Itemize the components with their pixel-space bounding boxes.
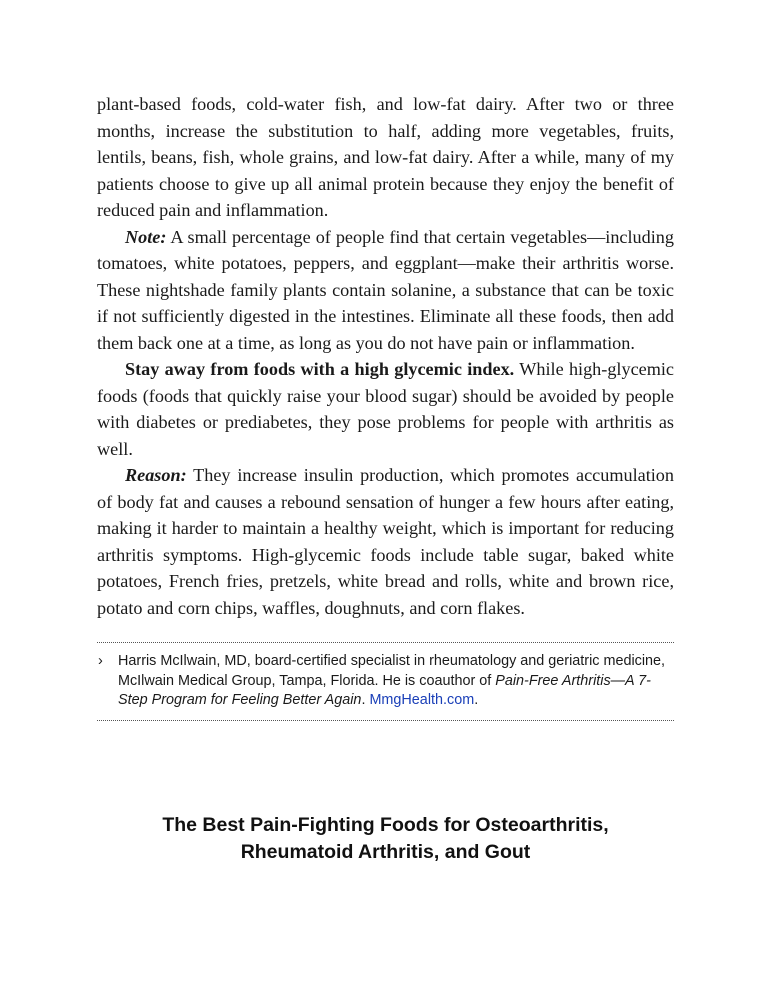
next-section-title-line2: Rheumatoid Arthritis, and Gout <box>240 841 531 863</box>
article-body <box>97 91 674 721</box>
paragraph-reason <box>97 462 674 621</box>
note-text: A small percentage of people find that certain vegetables—including tomatoes, white potatoes, peppers, and eggplant—make their arthritis worse. These nightshade family plants contain solanine, a substance that can be toxic if not sufficiently digested in the intestines. Eliminate all these foods, then add them back one at a time, as long as you do not have pain or inflammation. <box>97 226 674 353</box>
paragraph-glycemic <box>97 356 674 462</box>
next-section-title <box>97 812 674 866</box>
credit-text: Harris McIlwain, MD, board-certified specialist in rheumatology and geriatric medicine, McIlwain Medical Group, Tampa, Florida. He is coauthor of <box>118 653 666 689</box>
next-section-title-line1: The Best Pain-Fighting Foods for Osteoarthritis, <box>162 814 609 836</box>
credit-end: . <box>474 692 479 708</box>
paragraph-substitution <box>97 91 674 224</box>
divider-bottom <box>97 720 674 721</box>
glycemic-heading: Stay away from foods with a high glycemic index. <box>125 359 515 379</box>
book-title: Pain-Free Arthritis—A 7-Step Program for Feeling Better Again <box>118 672 651 708</box>
glycemic-text: While high-glycemic foods (foods that quickly raise your blood sugar) should be avoided by people with diabetes or prediabetes, they pose problems for people with arthritis as well. <box>97 359 674 459</box>
chevron-right-icon: › <box>98 653 103 669</box>
paragraph-substitution-text: plant-based foods, cold-water fish, and low-fat dairy. After two or three months, increase the substitution to half, adding more vegetables, fruits, lentils, beans, fish, whole grains, and low-fat dairy. After a while, many of my patients choose to give up all animal protein because they enjoy the benefit of reduced pain and inflammation. <box>97 94 674 220</box>
note-label: Note: <box>125 226 167 247</box>
paragraph-note <box>97 224 674 357</box>
credit-after-title: . <box>361 692 370 708</box>
reason-text: They increase insulin production, which promotes accumulation of body fat and causes a rebound sensation of hunger a few hours after eating, making it harder to maintain a healthy weight, which is important for reducing arthritis symptoms. High-glycemic foods include table sugar, baked white potatoes, French fries, pretzels, white bread and rolls, white and brown rice, potato and corn chips, waffles, doughnuts, and corn flakes. <box>97 465 674 618</box>
author-website-link[interactable]: MmgHealth.com <box>369 692 475 708</box>
author-credit <box>97 643 674 720</box>
reason-label: Reason: <box>125 465 187 485</box>
